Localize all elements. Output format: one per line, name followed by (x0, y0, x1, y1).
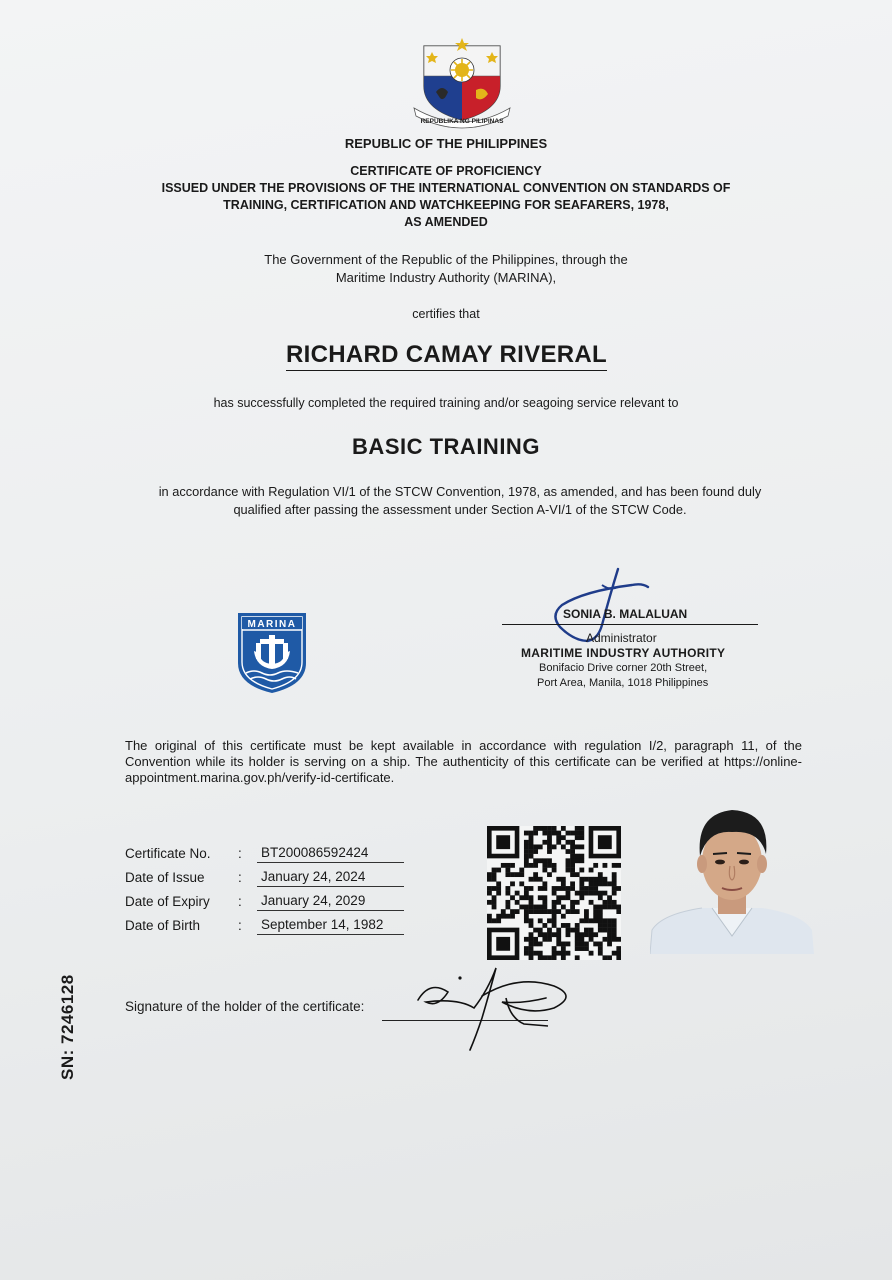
authority-address-line-1: Bonifacio Drive corner 20th Street, (539, 662, 708, 674)
course-title: BASIC TRAINING (352, 434, 540, 459)
completion-statement: has successfully completed the required training and/or seagoing service relevant to (213, 396, 679, 410)
date-of-expiry-label: Date of Expiry (125, 894, 210, 909)
convention-line-1: ISSUED UNDER THE PROVISIONS OF THE INTERNATIONAL CONVENTION ON STANDARDS OF (161, 181, 731, 195)
certificate-title: CERTIFICATE OF PROFICIENCY (350, 164, 542, 178)
date-of-expiry-colon: : (238, 894, 242, 909)
country-heading: REPUBLIC OF THE PHILIPPINES (344, 136, 548, 151)
issuing-authority: MARITIME INDUSTRY AUTHORITY (521, 646, 726, 660)
certifies-text: certifies that (412, 307, 480, 321)
date-of-issue-label: Date of Issue (125, 870, 205, 885)
regulation-line-1: in accordance with Regulation VI/1 of the STCW Convention, 1978, as amended, and has been found duly (158, 484, 762, 499)
holder-signature (378, 958, 578, 1054)
convention-line-3: AS AMENDED (404, 215, 488, 229)
svg-text:REPUBLIKA NG PILIPINAS: REPUBLIKA NG PILIPINAS (420, 118, 504, 125)
administrator-signature-line (502, 624, 758, 625)
philippine-coat-of-arms (410, 36, 514, 132)
verification-qr-code (487, 826, 621, 960)
certificate-no-value: BT200086592424 (257, 843, 404, 863)
regulation-line-2: qualified after passing the assessment under Section A-VI/1 of the STCW Code. (233, 502, 687, 517)
date-of-expiry-value: January 24, 2029 (257, 891, 404, 911)
convention-line-2: TRAINING, CERTIFICATION AND WATCHKEEPING FOR SEAFARERS, 1978, (223, 198, 669, 212)
regulation-statement (110, 483, 810, 519)
serial-number: SN: 7246128 (58, 974, 77, 1080)
date-of-birth-colon: : (238, 918, 242, 933)
date-of-birth-label: Date of Birth (125, 918, 201, 933)
administrator-title: Administrator (586, 631, 657, 645)
government-line-1: The Government of the Republic of the Philippines, through the (264, 252, 628, 267)
administrator-name: SONIA B. MALALUAN (563, 607, 688, 621)
date-of-issue-value: January 24, 2024 (257, 867, 404, 887)
government-statement (0, 251, 892, 287)
certificate-no-label: Certificate No. (125, 846, 211, 861)
government-line-2: Maritime Industry Authority (MARINA), (335, 270, 557, 285)
holder-signature-label: Signature of the holder of the certificate: (125, 999, 365, 1014)
holder-name: RICHARD CAMAY RIVERAL (286, 340, 607, 371)
authority-address-line-2: Port Area, Manila, 1018 Philippines (537, 677, 709, 689)
certificate-title-block (0, 163, 892, 231)
verification-notice: The original of this certificate must be kept available in accordance with regulation I/2, paragraph 11, of the Convention while its holder is serving on a ship. The authenticity of this certificate can be verified at https://online-appointment.marina.gov.ph/verify-id-certificate. (125, 738, 802, 785)
svg-text:MARINA: MARINA (247, 619, 297, 630)
holder-photo (650, 796, 814, 954)
date-of-issue-colon: : (238, 870, 242, 885)
certificate-no-colon: : (238, 846, 242, 861)
marina-logo (236, 611, 308, 695)
date-of-birth-value: September 14, 1982 (257, 915, 404, 935)
